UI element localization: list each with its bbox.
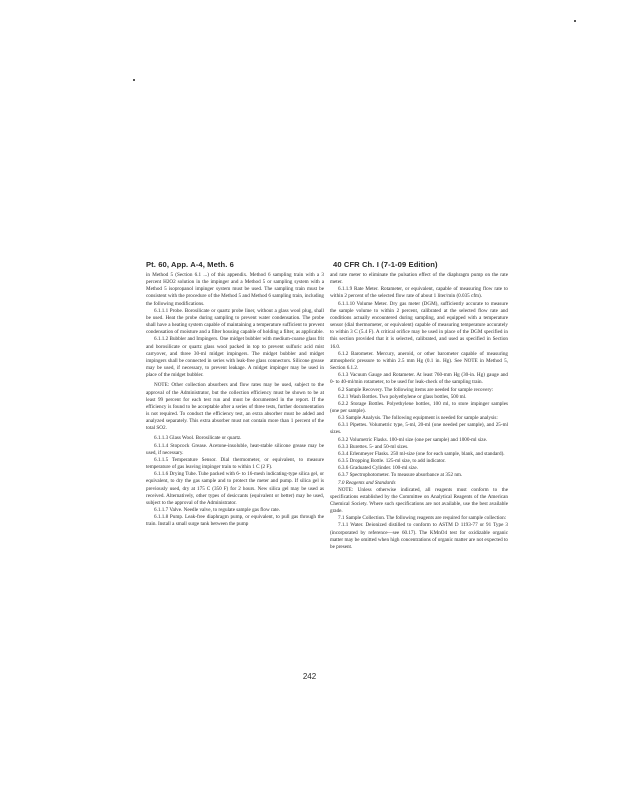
running-header-right: 40 CFR Ch. I (7-1-09 Edition) [333,260,438,269]
paragraph: 6.1.1.10 Volume Meter. Dry gas meter (DGM), sufficiently accurate to measure the sample volume to within 2 percent, calibrated at the selected flow rate and conditions actually encountered during sampling, and equipped with a temperature sensor (dial thermometer, or equivalent) capable of measuring temperature accurately to within 3 C (5.4 F). A critical orifice may be used in place of the DGM specified in this section provided that it is selected, calibrated, and used as specified in Section 16.0. [330,300,508,350]
paragraph: 7.1.1 Water. Deionized distilled to conform to ASTM D 1193-77 or 91 Type 3 (incorporated by reference—see 60.17). The KMnO4 test for oxidizable organic matter may be omitted when high concentrations of organic matter are not expected to be present. [330,522,508,550]
paragraph: 6.3.7 Spectrophotometer. To measure absorbance at 352 nm. [338,472,463,479]
page-number: 242 [302,672,317,681]
paragraph: 6.1.1.9 Rate Meter. Rotameter, or equivalent, capable of measuring flow rate to within 2 percent of the selected flow rate of about 1 liter/min (0.035 cfm). [330,286,508,300]
section-title: 7.0 Reagents and Standards [338,479,396,486]
paragraph: 6.1.1.1 Probe. Borosilicate or quartz probe liner, without a glass wool plug, shall be used. Heat the probe during sampling to prevent water condensation. The probe shall have a heating system capable of maintaining a temperature sufficient to prevent condensation of moisture and a filter housing capable of holding a filter, as applicable. [146,307,324,336]
paragraph: 6.1.1.8 Pump. Leak-free diaphragm pump, or equivalent, to pull gas through the train. Install a small surge tank between the pump [146,514,324,528]
paragraph: 6.3.2 Volumetric Flasks. 100-ml size (one per sample) and 1000-ml size. [338,436,488,443]
left-column [146,272,324,528]
paragraph: 6.1.1.3 Glass Wool. Borosilicate or quartz. [154,435,242,442]
paragraph: 6.1.1.2 Bubbler and Impingers. One midget bubbler with medium-coarse glass frit and borosilicate or quartz glass wool packed in top to prevent sulfuric acid mist carryover, and three 30-ml midget impingers. The midget bubbler and midget impingers shall be connected in series with leak-free glass connectors. Silicone grease may be used, if necessary, to prevent leakage. A midget impinger may be used in place of the midget bubbler. [146,336,324,379]
paragraph: 6.3.1 Pipettes. Volumetric type, 5-ml, 20-ml (one needed per sample), and 25-ml sizes. [330,422,508,436]
paragraph: 6.3.6 Graduated Cylinder. 100-ml size. [338,465,418,472]
note-paragraph: NOTE: Unless otherwise indicated, all reagents must conform to the specifications established by the Committee on Analytical Reagents of the American Chemical Society. Where such specifications are not available, use the best available grade. [330,486,508,515]
paragraph: 6.1.1.6 Drying Tube. Tube packed with 6- to 16-mesh indicating-type silica gel, or equivalent, to dry the gas sample and to protect the meter and pump. If silica gel is previously used, dry at 175 C (350 F) for 2 hours. New silica gel may be used as received. Alternatively, other types of desiccants (equivalent or better) may be used, subject to the approval of the Administrator. [146,471,324,506]
paragraph: 6.1.1.5 Temperature Sensor. Dial thermometer, or equivalent, to measure temperature of gas leaving impinger train to within 1 C (2 F). [146,456,324,471]
right-column [330,272,508,551]
paragraph: 6.3.5 Dropping Bottle. 125-ml size, to add indicator. [338,458,446,465]
paragraph: 6.3.3 Burettes. 5- and 50-ml sizes. [338,443,409,450]
scan-mark-top [574,20,576,22]
paragraph: 6.3 Sample Analysis. The following equipment is needed for sample analysis: [338,415,498,422]
scan-mark-left [133,79,135,81]
paragraph: 7.1 Sample Collection. The following reagents are required for sample collection: [338,515,507,522]
note-paragraph: NOTE: Other collection absorbers and flow rates may be used, subject to the approval of the Administrator, but the collection efficiency must be shown to be at least 99 percent for each test run and must be documented in the report. If the efficiency is found to be acceptable after a series of three tests, further documentation is not required. To conduct the efficiency test, an extra absorber must be added and analyzed separately. This extra absorber must not contain more than 1 percent of the total SO2. [146,382,324,432]
paragraph: 6.1.2 Barometer. Mercury, aneroid, or other barometer capable of measuring atmospheric pressure to within 2.5 mm Hg (0.1 in. Hg). See NOTE in Method 5, Section 6.1.2. [330,350,508,372]
running-header-left: Pt. 60, App. A-4, Meth. 6 [146,260,235,269]
paragraph: 6.1.3 Vacuum Gauge and Rotameter. At least 760-mm Hg (30-in. Hg) gauge and 0- to 40-ml/min rotameter, to be used for leak-check of the sampling train. [330,372,508,386]
paragraph: 6.2.1 Wash Bottles. Two polyethylene or glass bottles, 500 ml. [338,393,467,400]
paragraph: 6.1.1.7 Valve. Needle valve, to regulate sample gas flow rate. [154,507,280,513]
paragraph: 6.1.1.4 Stopcock Grease. Acetone-insoluble, heat-stable silicone grease may be used, if necessary. [146,442,324,456]
paragraph: and rate meter to eliminate the pulsation effect of the diaphragm pump on the rate meter. [330,272,508,286]
paragraph: in Method 5 (Section 6.1 ...) of this appendix. Method 6 sampling train with a 3 percent H2O2 solution in the impinger and a Method 5 or sampling system with a Method 5 isopropanol impinger system must be used. The sampling train must be consistent with the procedure of the Method 5 and Method 6 sampling train, including the following modifications. [146,272,324,307]
paragraph: 6.3.4 Erlenmeyer Flasks. 250 ml-size (one for each sample, blank, and standard). [338,450,505,457]
paragraph: 6.2 Sample Recovery. The following items are needed for sample recovery: [338,386,494,393]
paragraph: 6.2.2 Storage Bottles. Polyethylene bottles, 100 ml, to store impinger samples (one per sample). [330,400,508,414]
